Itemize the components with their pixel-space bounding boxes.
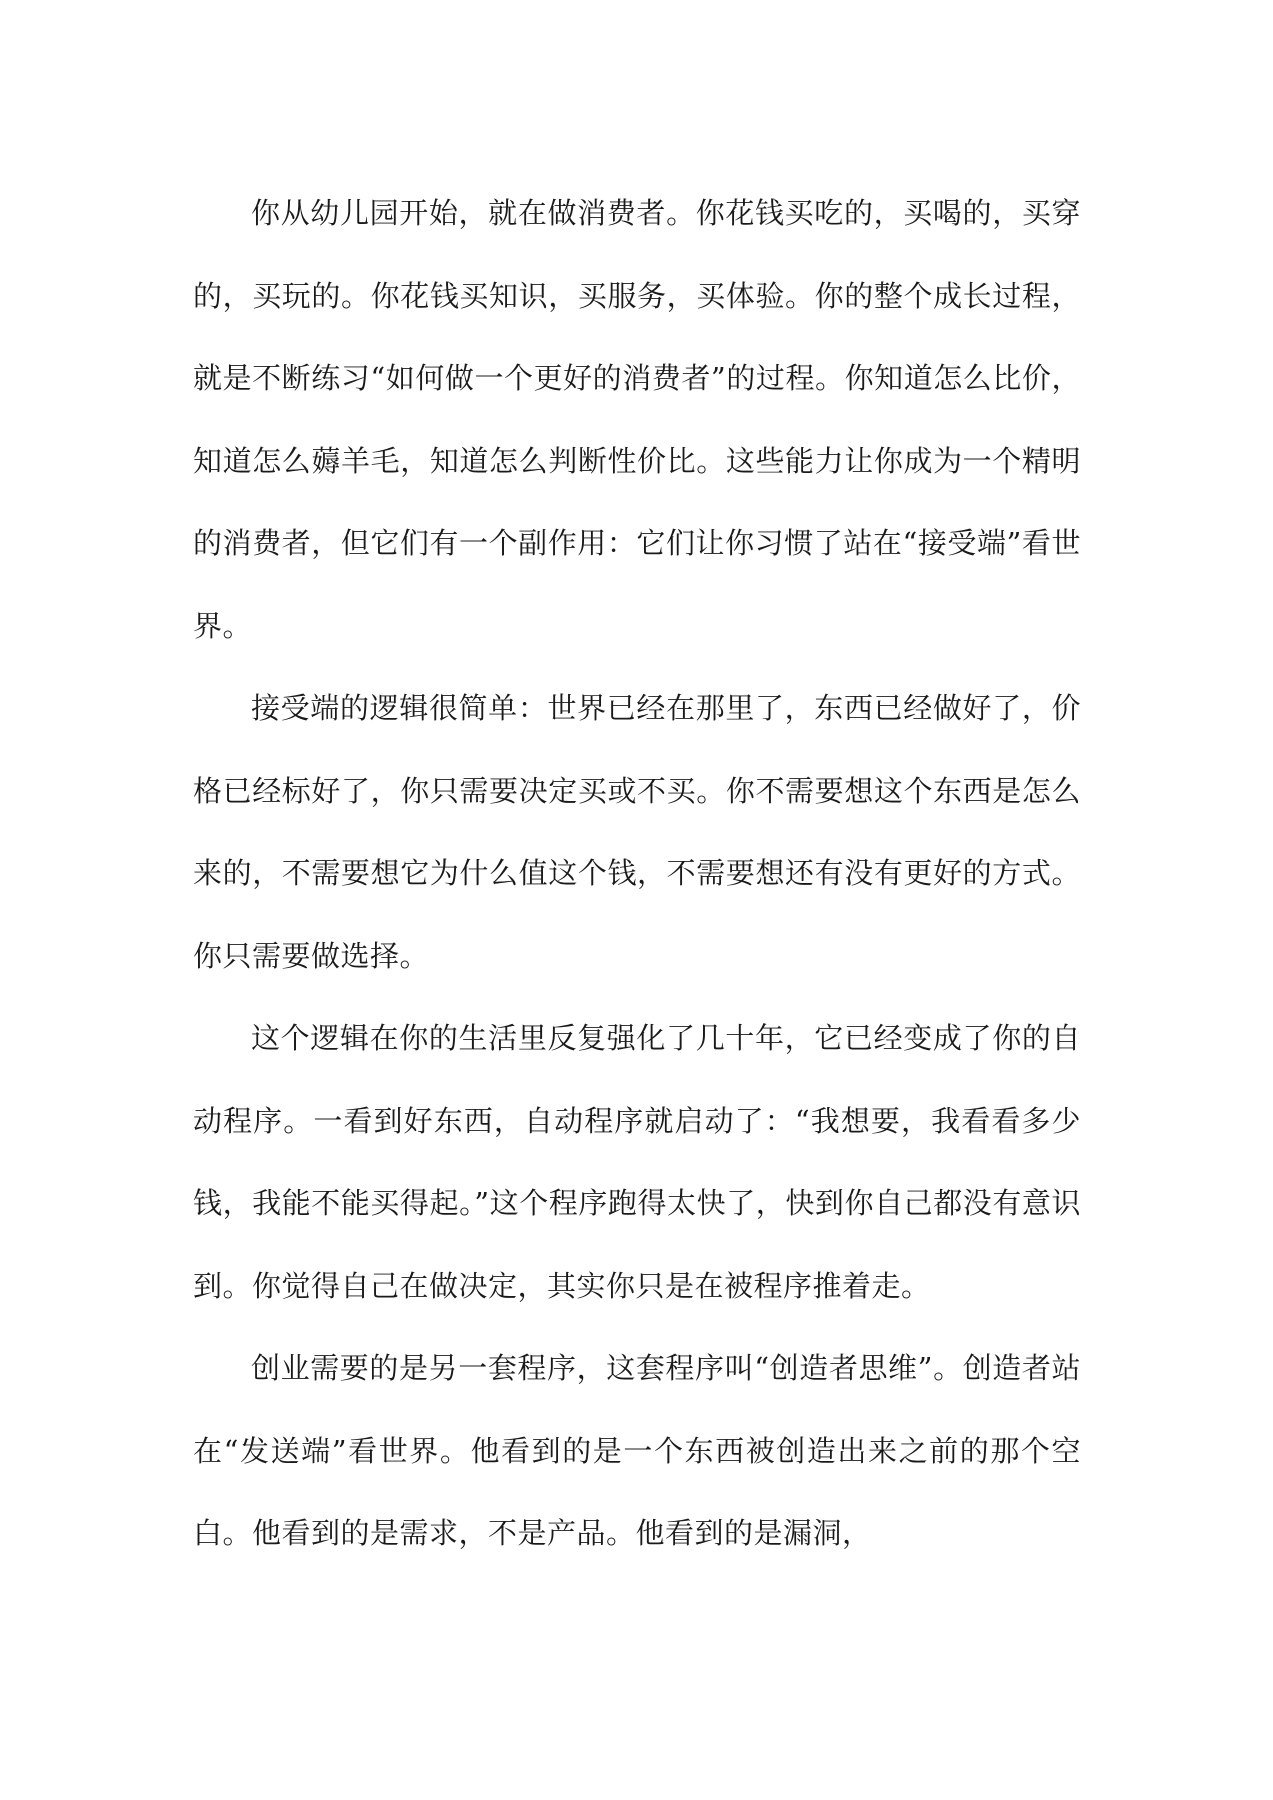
body-text xyxy=(193,172,1081,1575)
paragraph-2: 接受端的逻辑很简单：世界已经在那里了，东西已经做好了，价格已经标好了，你只需要决定买或不买。你不需要想这个东西是怎么来的，不需要想它为什么值这个钱，不需要想还有没有更好的方式。你只需要做选择。 xyxy=(193,691,1081,973)
paragraph-3: 这个逻辑在你的生活里反复强化了几十年，它已经变成了你的自动程序。一看到好东西，自动程序就启动了：“我想要，我看看多少钱，我能不能买得起。”这个程序跑得太快了，快到你自己都没有意识到。你觉得自己在做决定，其实你只是在被程序推着走。 xyxy=(193,1021,1081,1303)
paragraph-1: 你从幼儿园开始，就在做消费者。你花钱买吃的，买喝的，买穿的，买玩的。你花钱买知识，买服务，买体验。你的整个成长过程，就是不断练习“如何做一个更好的消费者”的过程。你知道怎么比价，知道怎么薅羊毛，知道怎么判断性价比。这些能力让你成为一个精明的消费者，但它们有一个副作用：它们让你习惯了站在“接受端”看世界。 xyxy=(193,196,1081,643)
paragraph-4: 创业需要的是另一套程序，这套程序叫“创造者思维”。创造者站在“发送端”看世界。他看到的是一个东西被创造出来之前的那个空白。他看到的是需求，不是产品。他看到的是漏洞， xyxy=(193,1351,1081,1550)
